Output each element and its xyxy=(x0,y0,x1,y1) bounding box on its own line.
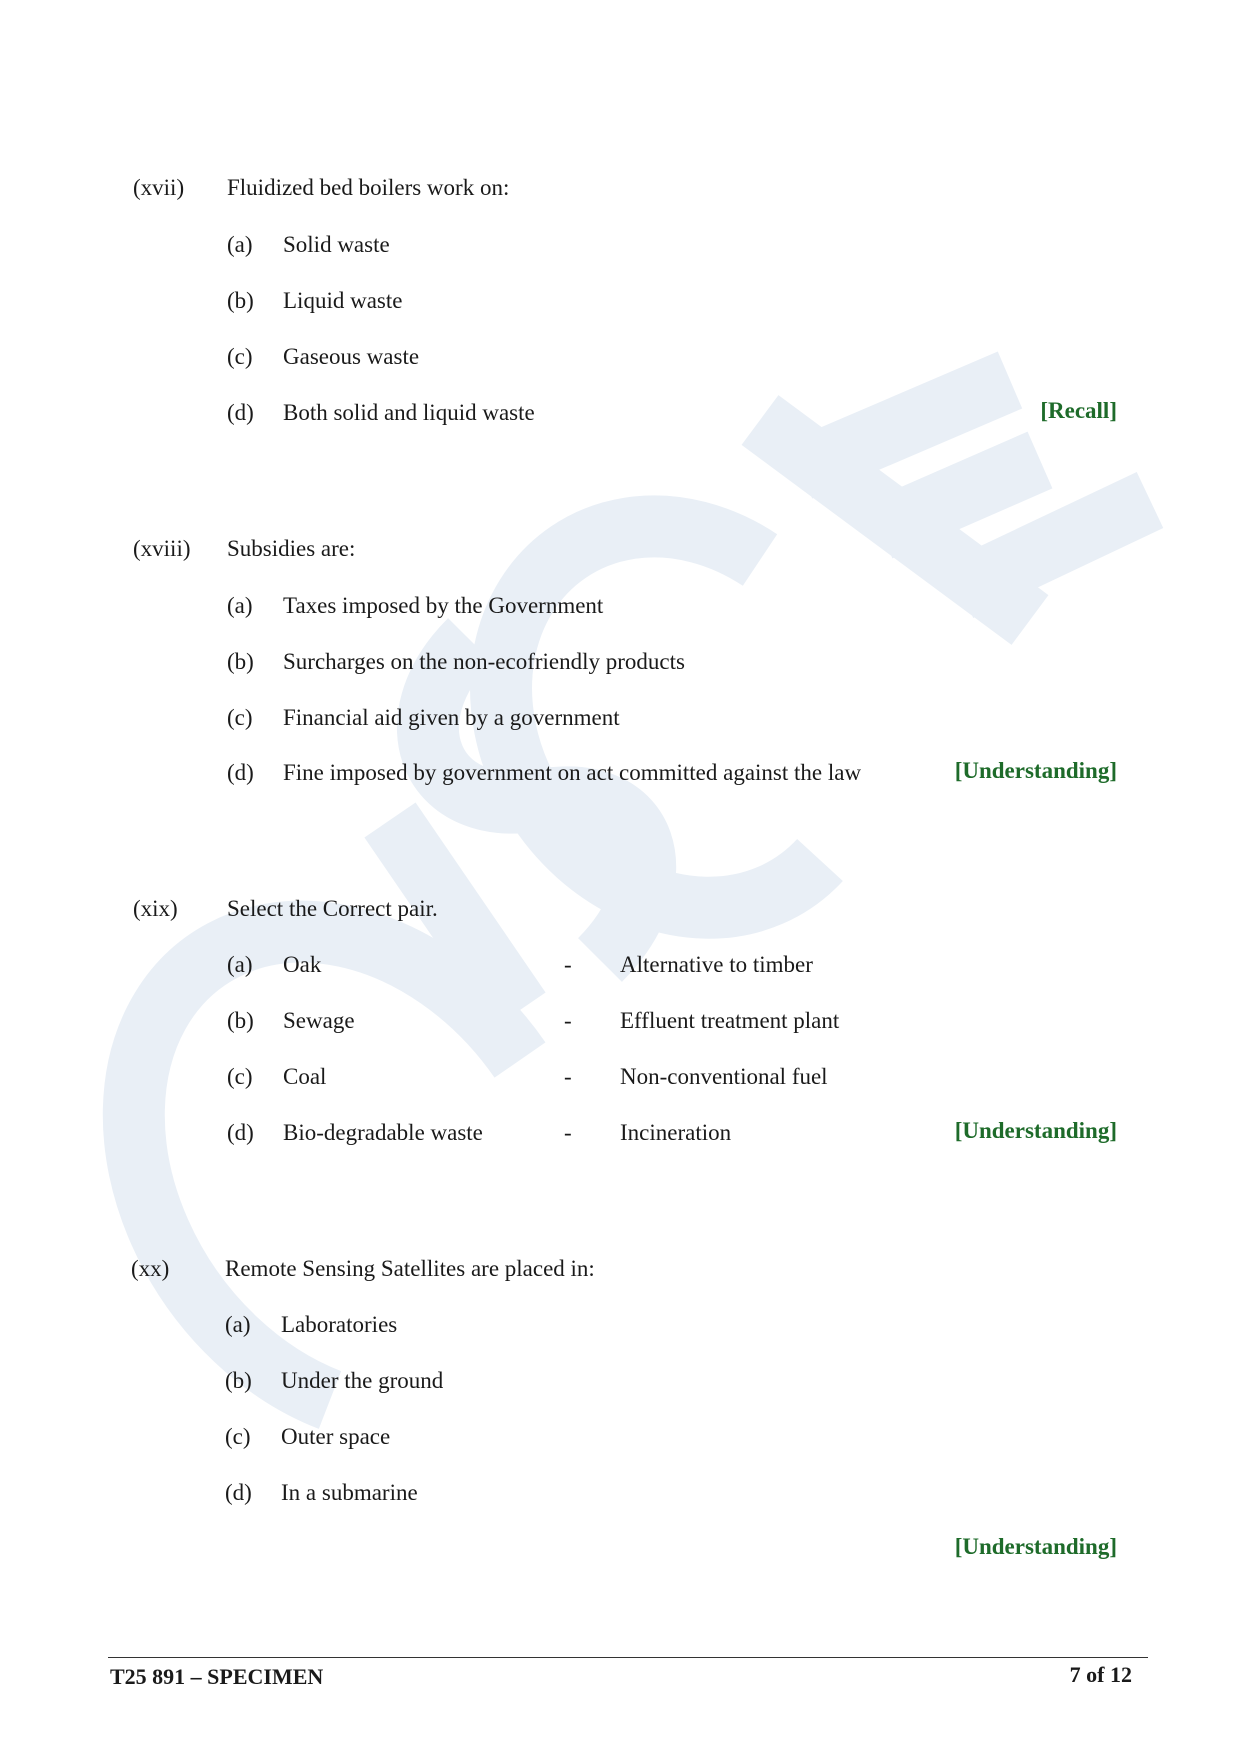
option-text: Laboratories xyxy=(281,1312,398,1337)
option-text: Gaseous waste xyxy=(283,344,420,369)
option-text: In a submarine xyxy=(281,1480,418,1505)
option-text: Solid waste xyxy=(283,232,390,257)
pair-match: Effluent treatment plant xyxy=(620,1008,840,1033)
option-text: Under the ground xyxy=(281,1368,444,1393)
pair-dash: - xyxy=(564,1120,572,1145)
pair-dash: - xyxy=(564,1064,572,1089)
question-number: (xix) xyxy=(133,896,178,921)
option-text: Taxes imposed by the Government xyxy=(283,593,604,618)
option-label: (c) xyxy=(227,1064,253,1089)
question-stem: Select the Correct pair. xyxy=(227,896,438,921)
option-text: Bio-degradable waste xyxy=(283,1120,483,1145)
question-number: (xx) xyxy=(131,1256,170,1281)
option-label: (d) xyxy=(227,1120,254,1145)
question-number: (xvii) xyxy=(133,175,185,200)
option-label: (a) xyxy=(227,593,253,618)
option-text: Surcharges on the non-ecofriendly products xyxy=(283,649,685,674)
cognitive-level-tag: [Understanding] xyxy=(954,1534,1117,1559)
pair-match: Alternative to timber xyxy=(620,952,813,977)
option-label: (d) xyxy=(227,400,254,425)
option-text: Financial aid given by a government xyxy=(283,705,620,730)
cognitive-level-tag: [Understanding] xyxy=(954,1118,1117,1143)
question-stem: Fluidized bed boilers work on: xyxy=(227,175,510,200)
pair-dash: - xyxy=(564,952,572,977)
pair-dash: - xyxy=(564,1008,572,1033)
option-label: (c) xyxy=(225,1424,251,1449)
pair-match: Non-conventional fuel xyxy=(620,1064,828,1089)
question-stem: Subsidies are: xyxy=(227,536,356,561)
option-text: Liquid waste xyxy=(283,288,403,313)
pair-match: Incineration xyxy=(620,1120,732,1145)
option-text: Outer space xyxy=(281,1424,391,1449)
option-text: Oak xyxy=(283,952,322,977)
option-label: (d) xyxy=(225,1480,252,1505)
footer-divider xyxy=(108,1657,1148,1658)
question-stem: Remote Sensing Satellites are placed in: xyxy=(225,1256,595,1281)
option-label: (a) xyxy=(225,1312,251,1337)
question-number: (xviii) xyxy=(133,536,191,561)
option-text: Fine imposed by government on act committed against the law xyxy=(283,760,862,785)
option-label: (c) xyxy=(227,344,253,369)
cognitive-level-tag: [Recall] xyxy=(1040,398,1117,423)
option-label: (d) xyxy=(227,760,254,785)
page-number: 7 of 12 xyxy=(1069,1662,1132,1687)
option-label: (b) xyxy=(227,288,254,313)
option-text: Sewage xyxy=(283,1008,355,1033)
option-label: (b) xyxy=(227,649,254,674)
option-label: (a) xyxy=(227,232,253,257)
option-label: (b) xyxy=(227,1008,254,1033)
option-label: (b) xyxy=(225,1368,252,1393)
paper-code: T25 891 – SPECIMEN xyxy=(110,1664,324,1689)
option-label: (a) xyxy=(227,952,253,977)
cognitive-level-tag: [Understanding] xyxy=(954,758,1117,783)
option-text: Coal xyxy=(283,1064,327,1089)
option-label: (c) xyxy=(227,705,253,730)
option-text: Both solid and liquid waste xyxy=(283,400,535,425)
